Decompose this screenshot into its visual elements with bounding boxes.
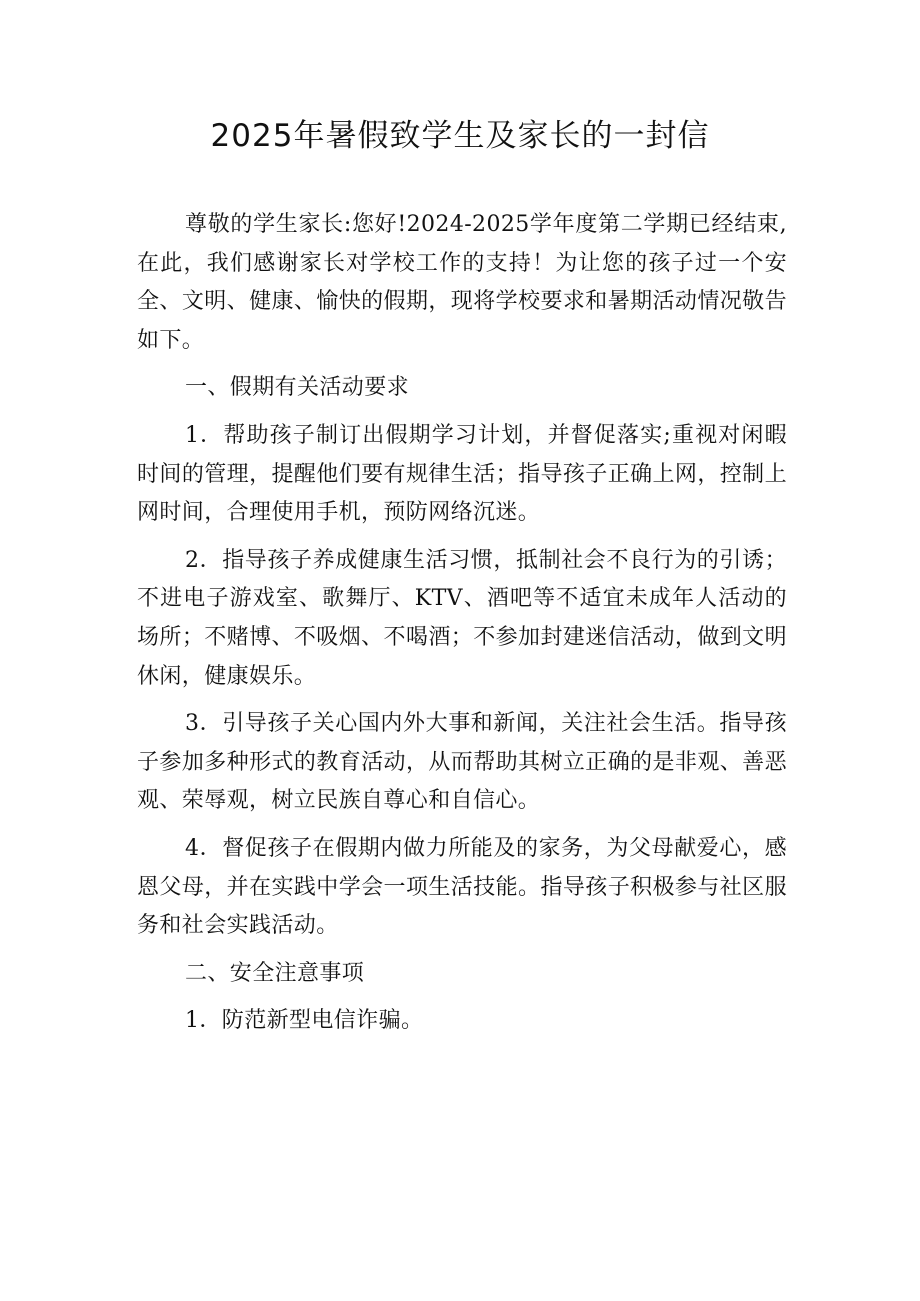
activity-item-2: 2．指导孩子养成健康生活习惯，抵制社会不良行为的引诱；不进电子游戏室、歌舞厅、KTV、酒吧等不适宜未成年人活动的场所；不赌博、不吸烟、不喝酒；不参加封建迷信活动，做到文明休闲，健康娱乐。 [137, 547, 787, 689]
section-heading-safety: 二、安全注意事项 [185, 960, 365, 986]
safety-item-1: 1．防范新型电信诈骗。 [185, 1008, 424, 1034]
document-title: 2025年暑假致学生及家长的一封信 [210, 118, 710, 154]
greeting-paragraph: 尊敬的学生家长:您好!2024-2025学年度第二学期已经结束,在此，我们感谢家长对学校工作的支持！为让您的孩子过一个安全、文明、健康、愉快的假期，现将学校要求和暑期活动情况敬告如下。 [137, 212, 787, 353]
activity-item-4: 4．督促孩子在假期内做力所能及的家务，为父母献爱心，感恩父母，并在实践中学会一项生活技能。指导孩子积极参与社区服务和社会实践活动。 [137, 835, 787, 939]
document-body [137, 206, 787, 1050]
section-heading-activities: 一、假期有关活动要求 [185, 375, 410, 401]
activity-item-3: 3．引导孩子关心国内外大事和新闻，关注社会生活。指导孩子参加多种形式的教育活动，从而帮助其树立正确的是非观、善恶观、荣辱观，树立民族自尊心和自信心。 [137, 711, 787, 814]
activity-item-1: 1．帮助孩子制订出假期学习计划，并督促落实;重视对闲暇时间的管理，提醒他们要有规律生活；指导孩子正确上网，控制上网时间，合理使用手机，预防网络沉迷。 [137, 422, 787, 526]
